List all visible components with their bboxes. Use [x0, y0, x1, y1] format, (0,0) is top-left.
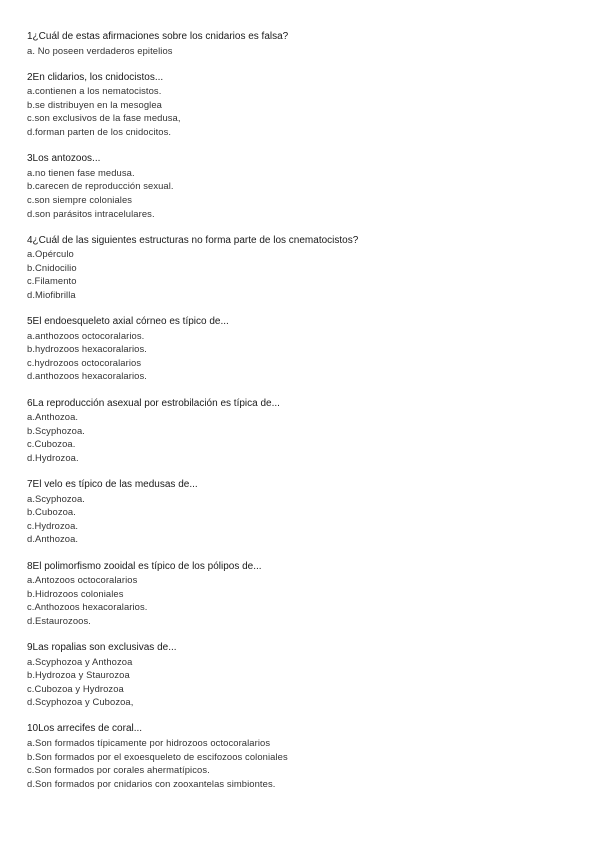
- option-c: c.Cubozoa y Hydrozoa: [27, 682, 124, 694]
- option-c: c.Son formados por corales ahermatípicos.: [27, 764, 210, 776]
- question-title: 2En clidarios, los cnidocistos...: [27, 71, 164, 83]
- option-a: a.anthozoos octocoralarios.: [27, 329, 145, 341]
- question-title: 8El polimorfismo zooidal es típico de los pólipos de...: [27, 560, 262, 572]
- question-title: 9Las ropalias son exclusivas de...: [27, 641, 177, 653]
- option-d: d.anthozoos hexacoralarios.: [27, 370, 147, 382]
- question-10: [27, 722, 587, 790]
- option-c: c.son exclusivos de la fase medusa,: [27, 112, 181, 124]
- option-b: b.Cubozoa.: [27, 506, 76, 518]
- option-d: d.Anthozoa.: [27, 533, 79, 545]
- question-title: 5El endoesqueleto axial córneo es típico de...: [27, 316, 229, 328]
- option-b: b.carecen de reproducción sexual.: [27, 180, 174, 192]
- option-b: b.Cnidocilio: [27, 261, 77, 273]
- question-7: [27, 478, 587, 546]
- question-title: 1¿Cuál de estas afirmaciones sobre los cnidarios es falsa?: [27, 31, 289, 42]
- option-b: b.Hidrozoos coloniales: [27, 587, 124, 599]
- option-c: c.hydrozoos octocoralarios: [27, 356, 142, 368]
- question-5: [27, 315, 587, 383]
- option-a: a.no tienen fase medusa.: [27, 166, 135, 178]
- option-b: b.Hydrozoa y Staurozoa: [27, 669, 130, 681]
- option-c: c.son siempre coloniales: [27, 193, 133, 205]
- question-8: [27, 560, 587, 628]
- option-d: d.Estaurozoos.: [27, 614, 91, 626]
- option-d: d.Scyphozoa y Cubozoa,: [27, 696, 134, 708]
- question-1: [27, 30, 587, 57]
- option-d: d.son parásitos intracelulares.: [27, 207, 155, 219]
- option-d: d.forman parten de los cnidocitos.: [27, 126, 172, 138]
- option-d: d.Son formados por cnidarios con zooxantelas simbiontes.: [27, 777, 276, 789]
- option-b: b.se distribuyen en la mesoglea: [27, 98, 162, 110]
- option-c: c.Anthozoos hexacoralarios.: [27, 601, 148, 613]
- option-d: d.Hydrozoa.: [27, 451, 79, 463]
- option-c: c.Cubozoa.: [27, 438, 76, 450]
- option-a: a.Scyphozoa.: [27, 492, 86, 504]
- question-title: 7El velo es típico de las medusas de...: [27, 479, 198, 491]
- option-c: c.Filamento: [27, 275, 77, 287]
- quiz-document: [27, 30, 587, 804]
- option-b: b.Son formados por el exoesqueleto de escifozoos coloniales: [27, 750, 288, 762]
- option-d: d.Miofibrilla: [27, 289, 76, 300]
- option-a: a.Opérculo: [27, 248, 74, 260]
- option-b: b.hydrozoos hexacoralarios.: [27, 343, 147, 355]
- question-3: [27, 152, 587, 220]
- question-title: 3Los antozoos...: [27, 153, 101, 165]
- question-title: 6La reproducción asexual por estrobilación es típica de...: [27, 397, 280, 409]
- option-a: a.Anthozoa.: [27, 411, 79, 423]
- question-title: 10Los arrecifes de coral...: [27, 723, 143, 735]
- option-c: c.Hydrozoa.: [27, 519, 79, 531]
- option-a: a.Scyphozoa y Anthozoa: [27, 655, 133, 667]
- option-a: a. No poseen verdaderos epitelios: [27, 44, 173, 56]
- option-a: a.Son formados típicamente por hidrozoos octocoralarios: [27, 737, 271, 749]
- question-4: [27, 234, 587, 302]
- question-title: 4¿Cuál de las siguientes estructuras no forma parte de los cnematocistos?: [27, 234, 359, 246]
- question-9: [27, 641, 587, 709]
- question-6: [27, 397, 587, 465]
- option-b: b.Scyphozoa.: [27, 424, 86, 436]
- question-2: [27, 71, 587, 139]
- option-a: a.contienen a los nematocistos.: [27, 85, 162, 97]
- option-a: a.Antozoos octocoralarios: [27, 574, 138, 586]
